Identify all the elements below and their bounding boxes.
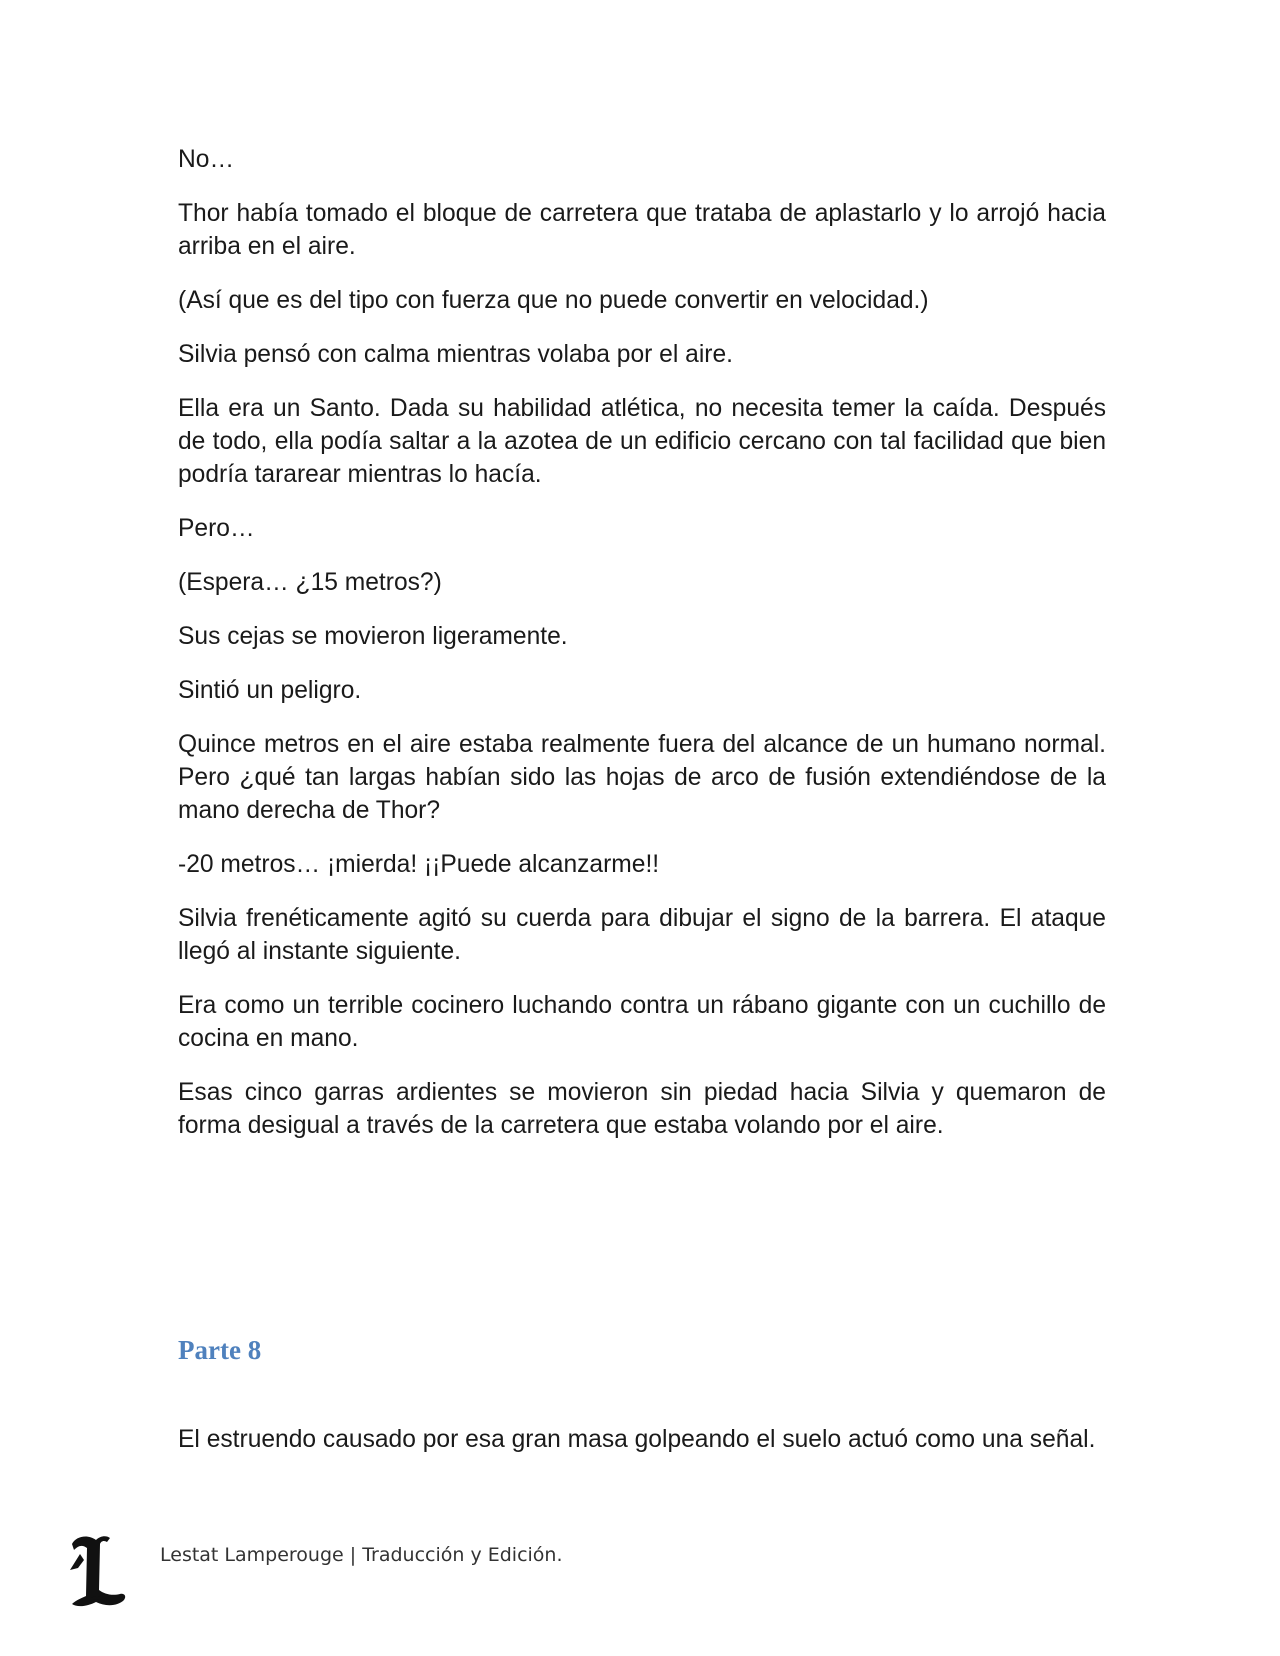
body-text xyxy=(178,143,1106,1163)
paragraph: (Espera… ¿15 metros?) xyxy=(178,569,442,596)
paragraph: Pero… xyxy=(178,515,255,542)
section-heading: Parte 8 xyxy=(178,1335,262,1365)
paragraph: Sintió un peligro. xyxy=(178,677,362,704)
gothic-letter-l-logo-icon xyxy=(66,1534,130,1610)
paragraph: -20 metros… ¡mierda! ¡¡Puede alcanzarme!! xyxy=(178,851,660,878)
paragraph: (Así que es del tipo con fuerza que no puede convertir en velocidad.) xyxy=(178,287,929,314)
paragraph: Era como un terrible cocinero luchando contra un rábano gigante con un cuchillo de cocina en mano. xyxy=(178,992,1106,1052)
paragraph: Thor había tomado el bloque de carretera que trataba de aplastarlo y lo arrojó hacia arriba en el aire. xyxy=(178,200,1106,260)
paragraph: Silvia frenéticamente agitó su cuerda para dibujar el signo de la barrera. El ataque llegó al instante siguiente. xyxy=(178,905,1106,965)
paragraph: Ella era un Santo. Dada su habilidad atlética, no necesita temer la caída. Después de todo, ella podía saltar a la azotea de un edificio cercano con tal facilidad que bien podría tararear mientras lo hacía. xyxy=(178,395,1106,488)
footer-credit: Lestat Lamperouge | Traducción y Edición. xyxy=(160,1544,563,1566)
paragraph: No… xyxy=(178,146,235,173)
paragraph: Quince metros en el aire estaba realmente fuera del alcance de un humano normal. Pero ¿qué tan largas habían sido las hojas de arco de fusión extendiéndose de la mano derecha de Thor? xyxy=(178,731,1106,824)
paragraph: Sus cejas se movieron ligeramente. xyxy=(178,623,568,650)
paragraph: Silvia pensó con calma mientras volaba por el aire. xyxy=(178,341,734,368)
paragraph: El estruendo causado por esa gran masa golpeando el suelo actuó como una señal. xyxy=(178,1426,1096,1453)
paragraph: Esas cinco garras ardientes se movieron sin piedad hacia Silvia y quemaron de forma desigual a través de la carretera que estaba volando por el aire. xyxy=(178,1079,1106,1139)
